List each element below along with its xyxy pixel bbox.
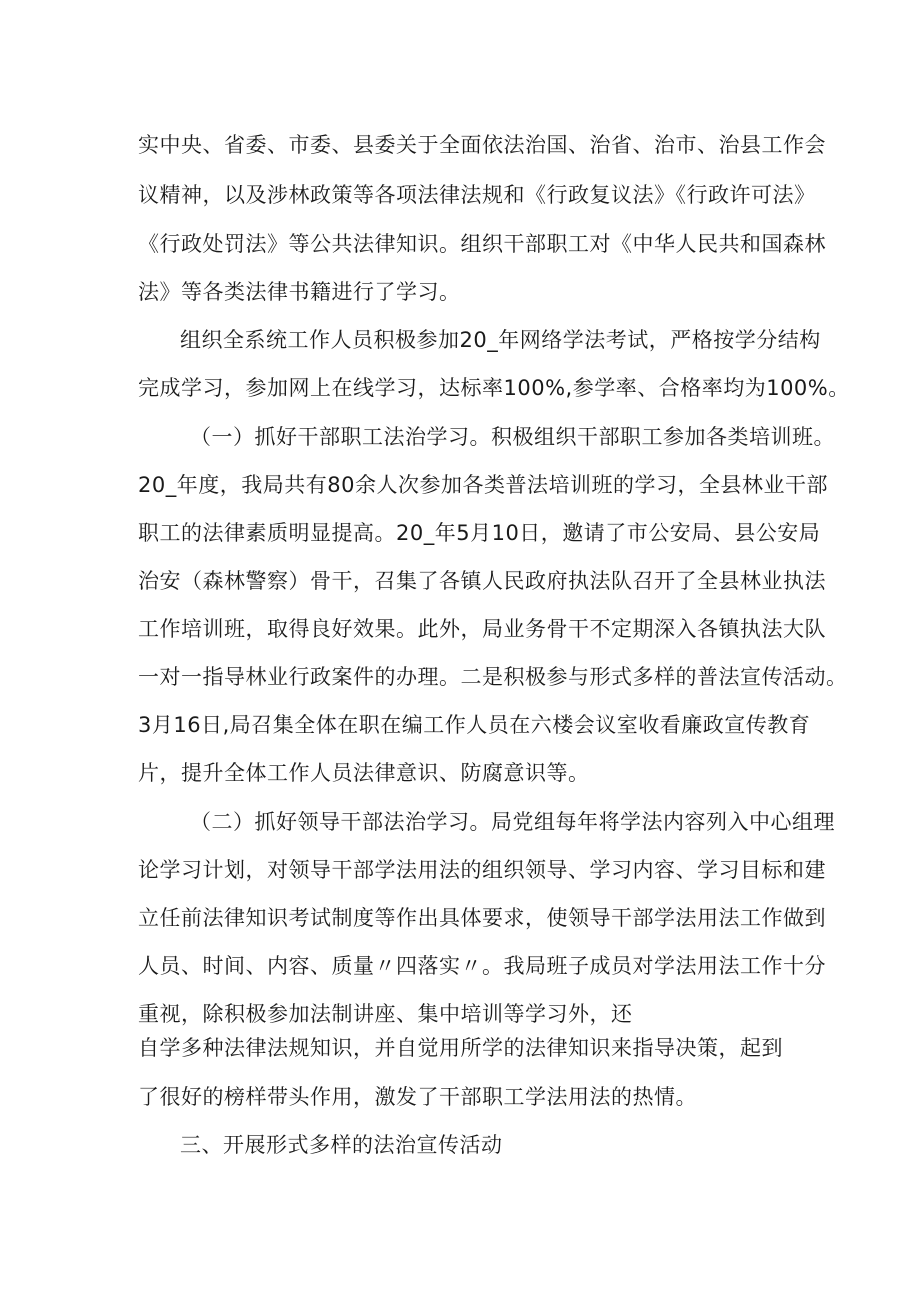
text-line: 片，提升全体工作人员法律意识、防腐意识等。 [138, 761, 590, 785]
text-line: 法》等各类法律书籍进行了学习。 [138, 280, 461, 304]
text-line: 一对一指导林业行政案件的办理。二是积极参与形式多样的普法宣传活动。 [138, 665, 848, 689]
text-line: 重视，除积极参加法制讲座、集中培训等学习外，还 [138, 1002, 633, 1026]
text-line: 组织全系统工作人员积极参加20_年网络学法考试，严格按学分结构 [180, 328, 821, 352]
section-heading: （二）抓好领导干部法治学习。局党组每年将学法内容列入中心组理 [190, 810, 835, 834]
text-line: 治安（森林警察）骨干，召集了各镇人民政府执法队召开了全县林业执法 [138, 569, 826, 593]
text-line: 完成学习，参加网上在线学习，达标率100%,参学率、合格率均为100%。 [138, 376, 850, 400]
text-line: 工作培训班，取得良好效果。此外，局业务骨干不定期深入各镇执法大队 [138, 617, 826, 641]
text-line: 3月16日,局召集全体在职在编工作人员在六楼会议室收看廉政宣传教育 [138, 713, 811, 737]
text-line: 职工的法律素质明显提高。20_年5月10日，邀请了市公安局、县公安局 [138, 521, 821, 545]
text-line: 论学习计划，对领导干部学法用法的组织领导、学习内容、学习目标和建 [138, 858, 826, 882]
text-line: 实中央、省委、市委、县委关于全面依法治国、治省、治市、治县工作会 [138, 133, 826, 157]
text-line: 了很好的榜样带头作用，激发了干部职工学法用法的热情。 [138, 1085, 697, 1109]
section-heading: （一）抓好干部职工法治学习。积极组织干部职工参加各类培训班。 [190, 425, 835, 449]
text-line: 自学多种法律法规知识，并自觉用所学的法律知识来指导决策，起到 [138, 1036, 783, 1060]
section-heading: 三、开展形式多样的法治宣传活动 [180, 1133, 503, 1157]
text-line: 议精神，以及涉林政策等各项法律法规和《行政复议法》《行政许可法》 [138, 183, 816, 207]
text-line: 立任前法律知识考试制度等作出具体要求，使领导干部学法用法工作做到 [138, 906, 826, 930]
text-line: 20_年度，我局共有80余人次参加各类普法培训班的学习，全县林业干部 [138, 473, 828, 497]
text-line: 《行政处罚法》等公共法律知识。组织干部职工对《中华人民共和国森林 [138, 232, 826, 256]
text-line: 人员、时间、内容、质量〃四落实〃。我局班子成员对学法用法工作十分 [138, 954, 826, 978]
